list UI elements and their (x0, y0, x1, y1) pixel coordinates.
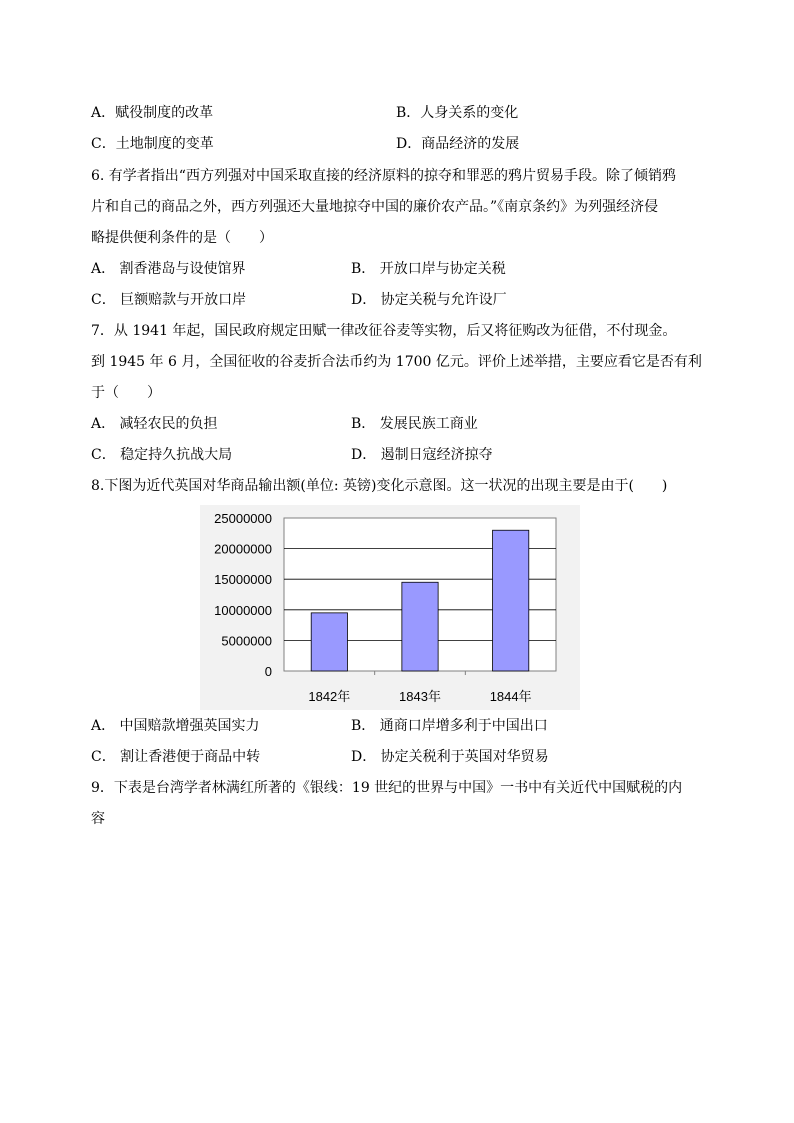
q6-stem-line-1: 6. 有学者指出“西方列强对中国采取直接的经济原料的掠夺和罪恶的鸦片贸易手段。除了倾销鸦 (91, 168, 676, 184)
q5-option-c: C．土地制度的变革 (91, 136, 214, 152)
q6-option-d: D． 协定关税与允许设厂 (351, 292, 507, 308)
q5-option-b: B．人身关系的变化 (396, 105, 519, 121)
q6-option-c: C． 巨额赔款与开放口岸 (91, 292, 247, 308)
y-tick-label: 25000000 (214, 511, 272, 526)
q9-stem-line-1: 9．下表是台湾学者林满红所著的《银线：19 世纪的世界与中国》一书中有关近代中国赋税的内 (91, 780, 683, 796)
q5-option-a: A．赋役制度的改革 (91, 105, 214, 121)
q8-stem: 8.下图为近代英国对华商品输出额(单位: 英镑)变化示意图。这一状况的出现主要是由于( ) (91, 478, 668, 494)
q7-option-a: A． 减轻农民的负担 (91, 416, 218, 432)
y-tick-label: 20000000 (214, 541, 272, 557)
y-tick-label: 5000000 (221, 633, 272, 649)
q8-option-b: B． 通商口岸增多利于中国出口 (351, 718, 548, 734)
x-tick-label: 1844年 (489, 689, 532, 704)
bar-1843年 (402, 582, 438, 671)
bar-1842年 (311, 613, 347, 671)
q8-option-a: A． 中国赔款增强英国实力 (91, 718, 260, 734)
q9-stem-line-2: 容 (91, 811, 105, 827)
q7-option-d: D． 遏制日寇经济掠夺 (351, 447, 493, 463)
q6-stem-line-3: 略提供便利条件的是（ ） (91, 230, 273, 246)
q6-stem-line-2: 片和自己的商品之外，西方列强还大量地掠夺中国的廉价农产品。”《南京条约》为列强经济侵 (91, 199, 659, 215)
y-tick-label: 15000000 (214, 572, 272, 588)
q5-option-d: D．商品经济的发展 (396, 136, 520, 152)
x-tick-label: 1842年 (308, 689, 351, 704)
export-bar-chart (200, 505, 580, 710)
q7-stem-line-2: 到 1945 年 6 月，全国征收的谷麦折合法币约为 1700 亿元。评价上述举措，主要应看它是否有利 (91, 354, 702, 370)
q8-option-c: C． 割让香港便于商品中转 (91, 749, 261, 765)
bar-1844年 (493, 530, 529, 671)
q6-option-a: A． 割香港岛与设使馆界 (91, 261, 246, 277)
y-tick-label: 10000000 (214, 602, 272, 618)
q7-option-b: B． 发展民族工商业 (351, 416, 478, 432)
q7-stem-line-1: 7．从 1941 年起，国民政府规定田赋一律改征谷麦等实物，后又将征购改为征借，不付现金。 (91, 323, 677, 339)
y-tick-label: 0 (264, 664, 272, 679)
x-tick-label: 1843年 (399, 689, 441, 704)
q8-option-d: D． 协定关税利于英国对华贸易 (351, 749, 549, 765)
q6-option-b: B． 开放口岸与协定关税 (351, 261, 506, 277)
q7-option-c: C． 稳定持久抗战大局 (91, 447, 233, 463)
q7-stem-line-3: 于（ ） (91, 385, 161, 401)
